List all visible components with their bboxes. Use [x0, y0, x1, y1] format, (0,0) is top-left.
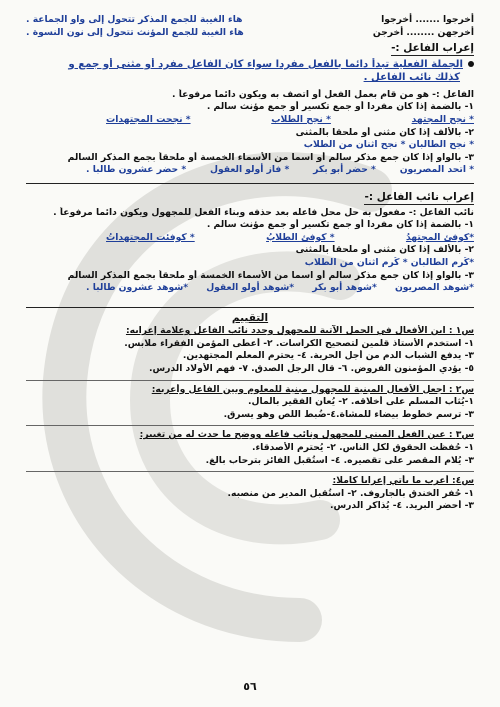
page-number: ٥٦	[243, 680, 257, 694]
document-page	[26, 14, 474, 694]
bullet-icon	[468, 61, 474, 67]
divider	[26, 471, 474, 472]
example: *شوهد أبو بكر	[312, 282, 377, 294]
example: * نجحت المجتهدات	[106, 113, 191, 125]
fael-case-1: ١- بالضمة إذا كان مفردا أو جمع تكسير أو جمع مؤنث سالم .	[206, 101, 474, 113]
question-1-line: ٥- يؤدي المؤمنون الفروض. ٦- قال الرجل الصدق. ٧- فهم الأولاد الدرس.	[148, 363, 474, 375]
fael-case-2-examples: * نجح الطالبان * نجح اثنان من الطلاب	[303, 139, 474, 151]
question-1-line: ٣- يدفع الشباب الدم من أجل الحرية. ٤- يحترم المعلم المجتهدين.	[182, 350, 474, 362]
example: * فاز أولو العقول	[209, 164, 290, 176]
question-4: س٤: أعرب ما يأتي إعرابا كاملا:	[332, 475, 474, 487]
divider	[26, 307, 474, 308]
divider	[26, 380, 474, 381]
naeb-definition: نائب الفاعل :- مفعول به حل محل فاعله بعد حذفه وبناء الفعل للمجهول ويكون دائما مرفوعاً .	[53, 206, 474, 218]
example: * كوفئ الطلابُ	[266, 231, 335, 243]
naeb-case-1-examples	[26, 232, 474, 245]
intro-line-2: كذلك نائب الفاعل .	[363, 72, 460, 84]
question-4-line: ٣- أحضر البريد. ٤- يُذاكر الدرس.	[329, 500, 474, 512]
divider	[26, 183, 474, 184]
top-line-2-a: أخرجهن ........ أخرجن	[372, 26, 474, 38]
top-line-1-b: هاء الغيبة للجمع المذكر تتحول إلى واو الجماعة .	[26, 14, 243, 25]
naeb-case-3-examples	[26, 282, 474, 295]
top-line-2-b: هاء الغيبة للجمع المؤنث تتحول إلى نون النسوة .	[26, 26, 244, 38]
naeb-case-1: ١- بالضمة إذا كان مفردا أو جمع تكسير أو جمع مؤنث سالم .	[206, 219, 474, 231]
fael-definition: الفاعل :- هو من قام بعمل الفعل أو اتصف به ويكون دائما مرفوعاً .	[172, 88, 474, 100]
evaluation-title: التقييم	[231, 311, 269, 324]
question-2: س٢ : اجعل الأفعال المبنية للمجهول مبنية للمعلوم وبين الفاعل وأعربه:	[151, 383, 474, 395]
fael-case-2: ٢- بالألف إذا كان مثنى أو ملحقا بالمثنى	[295, 126, 474, 138]
top-line-1	[26, 14, 474, 27]
question-1: س١ : ابن الأفعال في الجمل الآتية للمجهول وحدد نائب الفاعل وعلامة إعرابه:	[125, 325, 474, 337]
fael-case-3: ٣- بالواو إذا كان جمع مذكر سالم أو اسما من الأسماء الخمسة أو ملحقاً بجمع المذكر السالم	[67, 151, 474, 163]
intro-line-1	[26, 58, 474, 72]
example: *شوهد أولو العقول	[206, 282, 295, 294]
naeb-case-2: ٢- بالألف إذا كان مثنى أو ملحقا بالمثنى	[295, 244, 474, 256]
section-title-naeb: إعراب نائب الفاعل :-	[364, 190, 474, 203]
example: *شوهد عشرون طالبا .	[86, 282, 189, 294]
question-2-line: ٣- ترسم خطوط بيضاء للمشاة.٤-ضُبط اللص وهو يسرق.	[223, 408, 474, 420]
question-3-line: ١- حُفظت الحقوق لكل الناس. ٢- يُحترم الأصدقاء.	[251, 442, 474, 454]
question-4-line: ١- حُفر الخندق بالجاروف. ٢- استُقبل المدير من منصبه.	[227, 487, 474, 499]
section-title-fael: إعراب الفاعل :-	[391, 42, 474, 55]
divider	[26, 425, 474, 426]
question-1-line: ١- استخدم الأستاذ قلمين لتصحيح الكراسات. ٢- أعطى المؤمن الفقراء ملابس.	[124, 337, 474, 349]
example: * نجح المجتهد	[411, 113, 474, 125]
example: *شوهد المصريون	[394, 282, 474, 294]
fael-case-3-examples	[26, 164, 474, 177]
evaluation-title-wrap	[26, 312, 474, 326]
example: * حضر عشرون طالبا .	[86, 164, 187, 176]
example: *كوفئ المجتهدُ	[405, 231, 474, 243]
top-line-2	[26, 27, 474, 40]
example: * اتحد المصريون	[399, 164, 474, 176]
question-2-line: ١-يُثاب المسلم على أخلاقه. ٢- يُعان الفقير بالمال.	[248, 396, 474, 408]
intro-text-1: الجملة الفعلية تبدأ دائما بالفعل مفردا سواء كان الفاعل مفرد أو مثنى أو جمع و	[68, 58, 463, 70]
example: * حضر أبو بكر	[313, 164, 376, 176]
question-3-line: ٣- يُلام المقصر على تقصيره. ٤- استُقبل الفائز بترحاب بالغ.	[205, 454, 474, 466]
naeb-case-2-examples: *كُرم الطالبان * كُرم اثنان من الطلاب	[304, 256, 474, 268]
fael-case-1-examples	[26, 114, 474, 127]
top-line-1-a: أخرجوا ....... أخرجوا	[381, 14, 474, 25]
naeb-case-3: ٣- بالواو إذا كان جمع مذكر سالم أو اسما من الأسماء الخمسة أو ملحقاً بجمع المذكر السالم	[67, 269, 474, 281]
example: * نجح الطلاب	[271, 113, 331, 125]
example: * كوفئت المجتهداتُ	[106, 231, 195, 243]
question-3: س٣ : عين الفعل المبني للمجهول ونائب فاعله ووضح ما حدث له من تغيير:	[139, 429, 474, 441]
